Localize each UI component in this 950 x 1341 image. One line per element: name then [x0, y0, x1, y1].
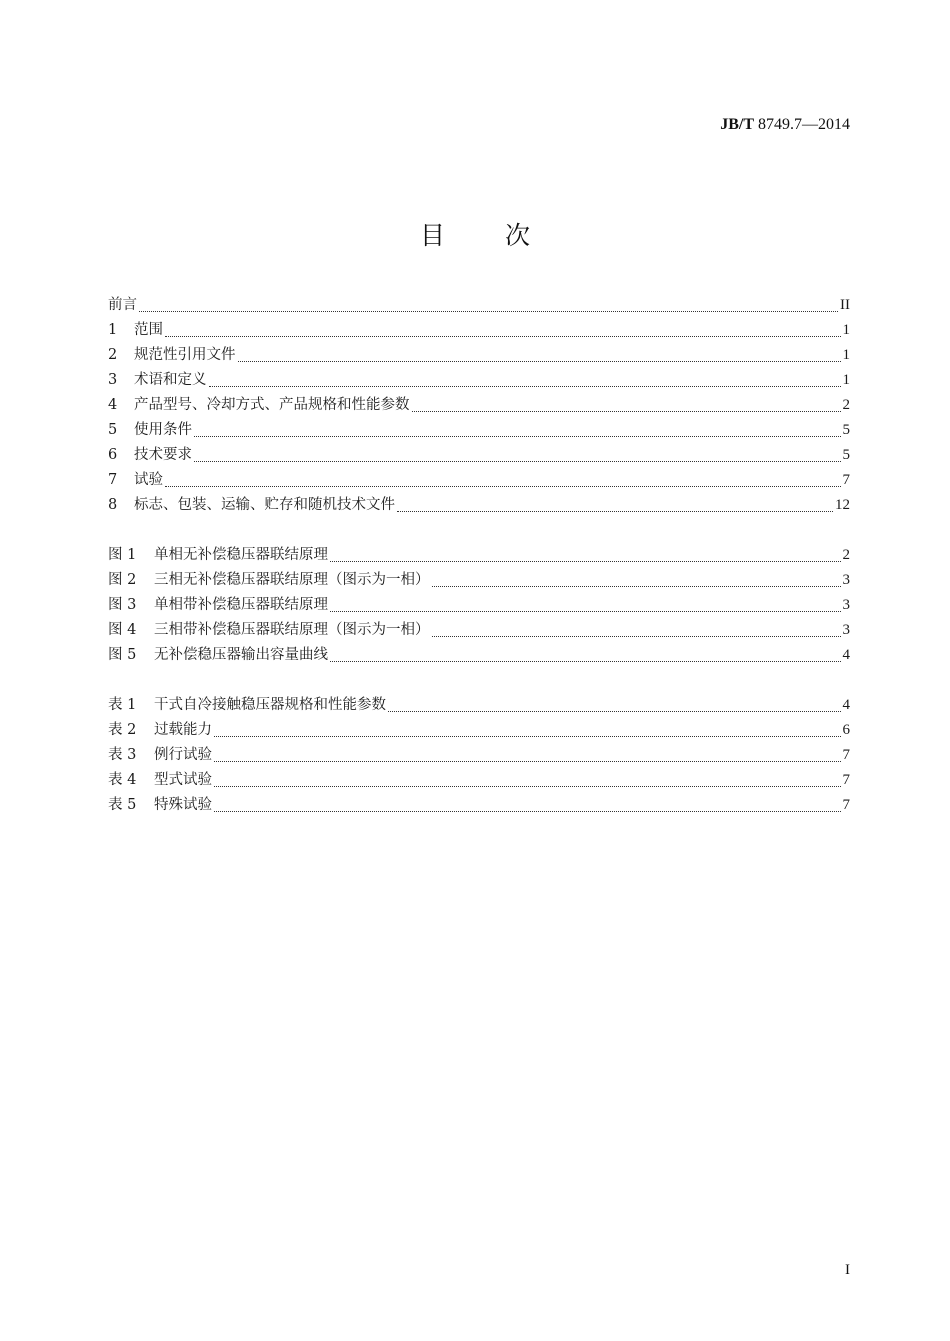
toc-entry-label: 产品型号、冷却方式、产品规格和性能参数 [134, 397, 410, 413]
toc-entry-number: 表 1 [108, 697, 137, 713]
toc-entry-number: 3 [108, 372, 118, 388]
toc-entry-page: 4 [842, 647, 850, 663]
toc-section-entry[interactable] [108, 343, 850, 368]
toc-entry-page: 2 [842, 547, 850, 563]
toc-entry-label: 过载能力 [154, 722, 212, 738]
toc-entry-page: II [840, 297, 850, 313]
toc-entry-number: 表 5 [108, 797, 137, 813]
toc-entry-label: 三相带补偿稳压器联结原理（图示为一相） [154, 622, 430, 638]
toc-dot-leader [165, 468, 841, 493]
toc-table-entry[interactable] [108, 768, 850, 793]
toc-dot-leader [214, 768, 841, 793]
toc-entry-page: 7 [842, 797, 850, 813]
toc-dot-leader [397, 493, 833, 518]
toc-entry-label: 单相带补偿稳压器联结原理 [154, 597, 328, 613]
toc-entry-label: 标志、包装、运输、贮存和随机技术文件 [134, 497, 395, 513]
toc-entry-label: 试验 [134, 472, 163, 488]
toc-tables [108, 693, 850, 818]
toc-entry-page: 3 [842, 622, 850, 638]
toc-entry-number: 图 3 [108, 597, 137, 613]
toc-entry-number: 表 4 [108, 772, 137, 788]
toc-dot-leader [214, 718, 841, 743]
toc-entry-page: 1 [842, 347, 850, 363]
toc-figure-entry[interactable] [108, 618, 850, 643]
toc-section-entry[interactable] [108, 418, 850, 443]
toc-entry-number: 2 [108, 347, 118, 363]
toc-entry-number: 6 [108, 447, 118, 463]
toc-entry-label: 三相无补偿稳压器联结原理（图示为一相） [154, 572, 430, 588]
toc-figure-entry[interactable] [108, 543, 850, 568]
toc-dot-leader [214, 793, 841, 818]
toc-entry-page: 1 [842, 372, 850, 388]
toc-entry-label: 前言 [108, 297, 137, 313]
toc-entry-number: 1 [108, 322, 118, 338]
toc-dot-leader [432, 618, 841, 643]
toc-table-entry[interactable] [108, 693, 850, 718]
toc-entry-number: 图 2 [108, 572, 137, 588]
toc-entry-label: 型式试验 [154, 772, 212, 788]
toc-entry-number: 图 4 [108, 622, 137, 638]
toc-dot-leader [388, 693, 841, 718]
toc-entry-number: 表 3 [108, 747, 137, 763]
toc-entry-page: 3 [842, 572, 850, 588]
toc-dot-leader [139, 293, 838, 318]
toc-dot-leader [165, 318, 841, 343]
toc-entry-label: 特殊试验 [154, 797, 212, 813]
toc-dot-leader [214, 743, 841, 768]
toc-dot-leader [432, 568, 841, 593]
toc-entry-page: 7 [842, 472, 850, 488]
toc-entry-page: 3 [842, 597, 850, 613]
toc-dot-leader [330, 593, 841, 618]
toc-entry-page: 1 [842, 322, 850, 338]
toc-section-entry[interactable] [108, 368, 850, 393]
toc-entry-label: 技术要求 [134, 447, 192, 463]
toc-section-entry[interactable] [108, 293, 850, 318]
document-code-number: 8749.7—2014 [754, 116, 850, 133]
toc-entry-page: 6 [842, 722, 850, 738]
toc-figure-entry[interactable] [108, 593, 850, 618]
toc-dot-leader [238, 343, 841, 368]
toc-section-entry[interactable] [108, 493, 850, 518]
toc-entry-label: 例行试验 [154, 747, 212, 763]
document-code-prefix: JB/T [720, 116, 754, 133]
toc-entry-label: 单相无补偿稳压器联结原理 [154, 547, 328, 563]
toc-entry-label: 使用条件 [134, 422, 192, 438]
page-title: 目次 [419, 221, 590, 250]
toc-dot-leader [209, 368, 841, 393]
toc-entry-label: 干式自冷接触稳压器规格和性能参数 [154, 697, 386, 713]
toc-entry-label: 范围 [134, 322, 163, 338]
toc-section-entry[interactable] [108, 468, 850, 493]
toc-entry-number: 图 1 [108, 547, 137, 563]
toc-dot-leader [330, 643, 841, 668]
document-code [720, 116, 850, 134]
toc-figures [108, 543, 850, 668]
toc-dot-leader [194, 443, 841, 468]
toc-entry-number: 5 [108, 422, 118, 438]
toc-entry-number: 7 [108, 472, 118, 488]
toc-section-entry[interactable] [108, 393, 850, 418]
toc-section-entry[interactable] [108, 318, 850, 343]
toc-dot-leader [330, 543, 841, 568]
toc-entry-label: 规范性引用文件 [134, 347, 236, 363]
toc-figure-entry[interactable] [108, 568, 850, 593]
toc-entry-number: 4 [108, 397, 118, 413]
toc-entry-page: 4 [842, 697, 850, 713]
toc-sections [108, 293, 850, 518]
toc-dot-leader [412, 393, 841, 418]
toc-entry-label: 术语和定义 [134, 372, 207, 388]
toc-entry-page: 5 [842, 422, 850, 438]
toc-section-entry[interactable] [108, 443, 850, 468]
toc-entry-page: 5 [842, 447, 850, 463]
toc-entry-number: 表 2 [108, 722, 137, 738]
toc-dot-leader [194, 418, 841, 443]
toc-figure-entry[interactable] [108, 643, 850, 668]
toc-entry-page: 7 [842, 747, 850, 763]
toc-table-entry[interactable] [108, 793, 850, 818]
toc-entry-page: 7 [842, 772, 850, 788]
toc-table-entry[interactable] [108, 718, 850, 743]
toc-table-entry[interactable] [108, 743, 850, 768]
toc-entry-page: 12 [835, 497, 850, 513]
page-number: I [845, 1262, 850, 1278]
toc-entry-page: 2 [842, 397, 850, 413]
toc-entry-number: 8 [108, 497, 118, 513]
toc-entry-number: 图 5 [108, 647, 137, 663]
toc-entry-label: 无补偿稳压器输出容量曲线 [154, 647, 328, 663]
